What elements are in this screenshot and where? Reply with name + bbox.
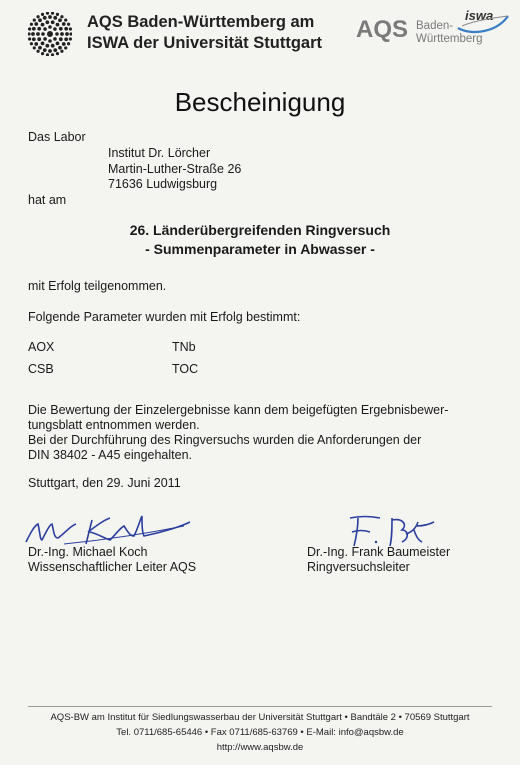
evaluation-line-4: DIN 38402 - A45 eingehalten. <box>28 448 193 462</box>
aqs-logo-text: AQS <box>356 16 409 43</box>
aqs-logo-sub2: Württemberg <box>416 33 483 45</box>
signatory-2-name: Dr.-Ing. Frank Baumeister <box>307 545 451 559</box>
address-line-2: Martin-Luther-Straße 26 <box>108 162 242 176</box>
footer-website[interactable]: http://www.aqsbw.de <box>216 742 304 753</box>
evaluation-line-3: Bei der Durchführung des Ringversuchs wurden die Anforderungen der <box>28 433 422 447</box>
header-title-line2: ISWA der Universität Stuttgart <box>87 34 323 52</box>
success-text: mit Erfolg teilgenommen. <box>28 279 167 293</box>
document-heading: Bescheinigung <box>174 87 346 117</box>
params-intro: Folgende Parameter wurden mit Erfolg bestimmt: <box>28 310 301 324</box>
address-line-3: 71636 Ludwigsburg <box>108 177 218 191</box>
param-csb: CSB <box>28 362 54 376</box>
param-tnb: TNb <box>172 340 196 354</box>
signatory-1-name: Dr.-Ing. Michael Koch <box>28 545 148 559</box>
param-toc: TOC <box>172 362 199 376</box>
address-line-1: Institut Dr. Lörcher <box>108 146 211 160</box>
university-seal-icon <box>28 12 72 56</box>
aqs-logo-sub1: Baden- <box>416 20 454 32</box>
event-subtitle: - Summenparameter in Abwasser - <box>145 241 375 257</box>
footer-address: AQS-BW am Institut für Siedlungswasserbau der Universität Stuttgart • Bandtäle 2 • 70569 Stuttgart <box>50 712 470 723</box>
iswa-swoosh-icon <box>452 6 512 36</box>
footer-contact: Tel. 0711/685-65446 • Fax 0711/685-63769 • E-Mail: info@aqsbw.de <box>116 727 404 738</box>
iswa-logo-text: iswa <box>465 8 494 23</box>
signature-koch-icon <box>24 510 194 550</box>
event-title: 26. Länderübergreifenden Ringversuch <box>129 222 391 238</box>
evaluation-line-2: tungsblatt entnommen werden. <box>28 418 200 432</box>
place-date: Stuttgart, den 29. Juni 2011 <box>28 476 181 490</box>
signatory-1-role: Wissenschaftlicher Leiter AQS <box>28 560 197 574</box>
lab-label: Das Labor <box>28 130 86 144</box>
header-title <box>87 12 322 54</box>
hat-am-label: hat am <box>28 193 67 207</box>
param-aox: AOX <box>28 340 55 354</box>
signatory-2-role: Ringversuchsleiter <box>307 560 410 574</box>
evaluation-line-1: Die Bewertung der Einzelergebnisse kann dem beigefügten Ergebnisbewer- <box>28 403 449 417</box>
footer-divider <box>28 706 492 707</box>
header-title-line1: AQS Baden-Württemberg am <box>87 13 315 31</box>
